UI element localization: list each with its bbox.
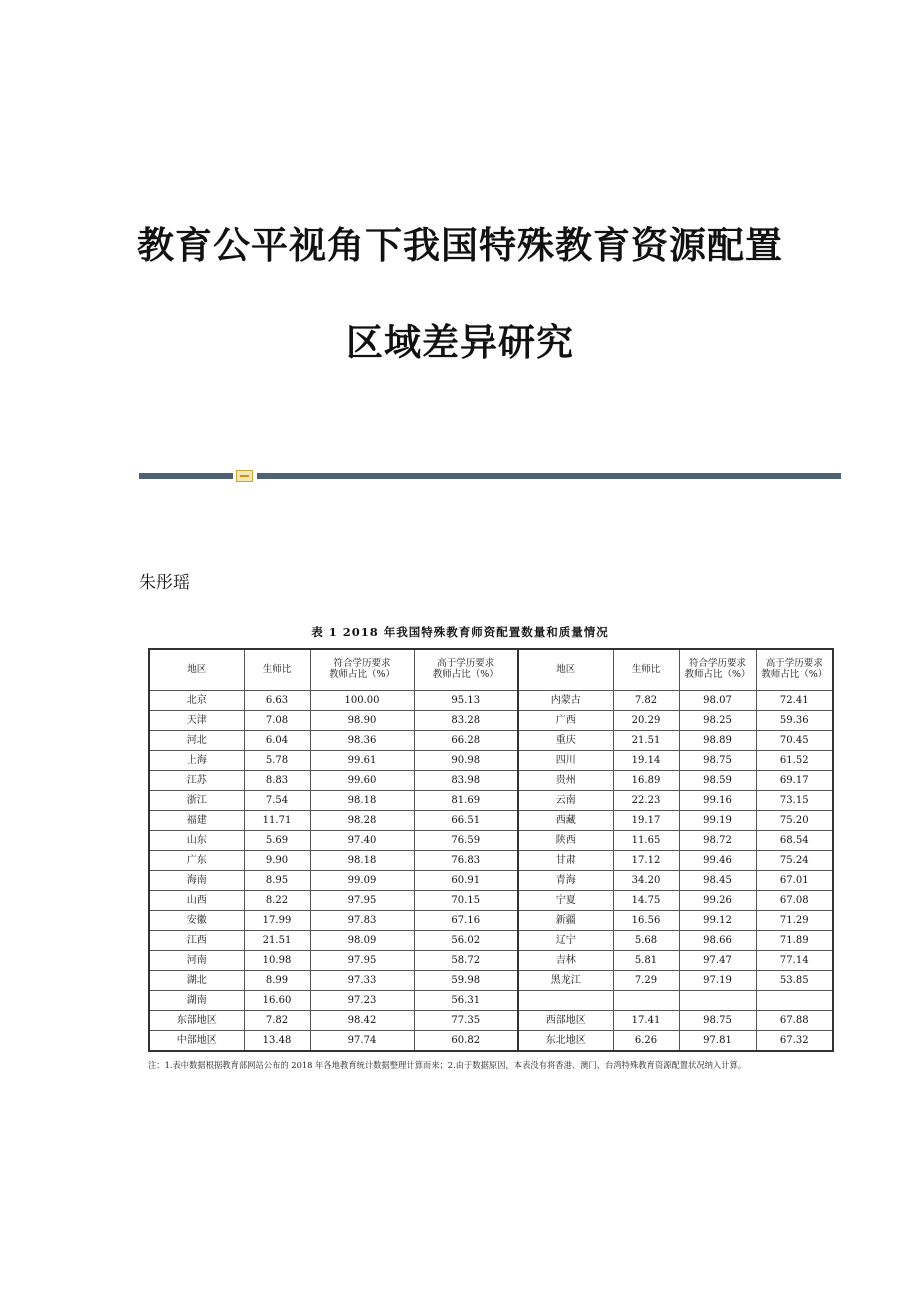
- table-cell: 7.29: [613, 971, 679, 991]
- table-cell: 99.46: [679, 851, 756, 871]
- table-cell: 中部地区: [149, 1031, 244, 1052]
- table-cell: 21.51: [244, 931, 310, 951]
- table-cell: 江苏: [149, 771, 244, 791]
- table-cell: 67.16: [414, 911, 518, 931]
- header-qualified: 符合学历要求 教师占比（%）: [310, 649, 414, 691]
- table-cell: 19.17: [613, 811, 679, 831]
- table-cell: 98.75: [679, 751, 756, 771]
- table-cell: 海南: [149, 871, 244, 891]
- header-ratio-2: 生师比: [613, 649, 679, 691]
- table-cell: 16.56: [613, 911, 679, 931]
- table-cell: 72.41: [756, 691, 833, 711]
- table-cell: 广西: [518, 711, 613, 731]
- header-higher: 高于学历要求 教师占比（%）: [414, 649, 518, 691]
- table-cell: 34.20: [613, 871, 679, 891]
- table-cell: 8.22: [244, 891, 310, 911]
- table-cell: 77.14: [756, 951, 833, 971]
- table-cell: 98.90: [310, 711, 414, 731]
- table-cell: 7.82: [244, 1011, 310, 1031]
- table-cell: 5.69: [244, 831, 310, 851]
- table-row: [149, 731, 833, 751]
- table-cell: 67.88: [756, 1011, 833, 1031]
- table-cell: 95.13: [414, 691, 518, 711]
- table-cell: 湖南: [149, 991, 244, 1011]
- table-cell: 西部地区: [518, 1011, 613, 1031]
- table-cell: 7.08: [244, 711, 310, 731]
- table-cell: 8.83: [244, 771, 310, 791]
- table-cell: 8.99: [244, 971, 310, 991]
- table-cell: 69.17: [756, 771, 833, 791]
- table-cell: 9.90: [244, 851, 310, 871]
- divider-bar-left: [139, 473, 233, 479]
- table-cell: 16.60: [244, 991, 310, 1011]
- table-cell: 辽宁: [518, 931, 613, 951]
- table-cell: 76.59: [414, 831, 518, 851]
- header-region-2: 地区: [518, 649, 613, 691]
- table-cell: 99.12: [679, 911, 756, 931]
- table-row: [149, 711, 833, 731]
- table-cell: 5.81: [613, 951, 679, 971]
- table-cell: [679, 991, 756, 1011]
- table-row: [149, 1031, 833, 1052]
- table-cell: 6.26: [613, 1031, 679, 1052]
- table-cell: 97.33: [310, 971, 414, 991]
- table-cell: 四川: [518, 751, 613, 771]
- table-header-row: [149, 649, 833, 691]
- table-cell: 59.36: [756, 711, 833, 731]
- table-cell: 11.65: [613, 831, 679, 851]
- table-cell: 新疆: [518, 911, 613, 931]
- table-cell: 上海: [149, 751, 244, 771]
- table-cell: 21.51: [613, 731, 679, 751]
- table-row: [149, 791, 833, 811]
- table-cell: 83.28: [414, 711, 518, 731]
- table-cell: 吉林: [518, 951, 613, 971]
- table-cell: 98.89: [679, 731, 756, 751]
- table-cell: 东部地区: [149, 1011, 244, 1031]
- table-cell: 90.98: [414, 751, 518, 771]
- table-cell: 98.59: [679, 771, 756, 791]
- table-row: [149, 911, 833, 931]
- table-cell: 东北地区: [518, 1031, 613, 1052]
- table-cell: 北京: [149, 691, 244, 711]
- table-cell: 17.99: [244, 911, 310, 931]
- table-cell: 19.14: [613, 751, 679, 771]
- table-cell: 6.04: [244, 731, 310, 751]
- table-cell: 98.18: [310, 851, 414, 871]
- table-cell: 云南: [518, 791, 613, 811]
- table-cell: 97.40: [310, 831, 414, 851]
- table-cell: 61.52: [756, 751, 833, 771]
- table-cell: 98.25: [679, 711, 756, 731]
- table-cell: 青海: [518, 871, 613, 891]
- table-row: [149, 751, 833, 771]
- table-cell: 99.16: [679, 791, 756, 811]
- table-cell: [518, 991, 613, 1011]
- table-cell: 66.51: [414, 811, 518, 831]
- header-region: 地区: [149, 649, 244, 691]
- table-cell: 贵州: [518, 771, 613, 791]
- table-cell: 16.89: [613, 771, 679, 791]
- table-cell: 98.72: [679, 831, 756, 851]
- document-title-line-1: 教育公平视角下我国特殊教育资源配置: [137, 223, 783, 267]
- table-cell: 7.54: [244, 791, 310, 811]
- table-cell: 广东: [149, 851, 244, 871]
- table-cell: 97.74: [310, 1031, 414, 1052]
- table-cell: 97.95: [310, 891, 414, 911]
- divider-bar-right: [257, 473, 841, 479]
- table-cell: 97.47: [679, 951, 756, 971]
- table-cell: 98.18: [310, 791, 414, 811]
- table-cell: 83.98: [414, 771, 518, 791]
- table-cell: 75.20: [756, 811, 833, 831]
- table-cell: 68.54: [756, 831, 833, 851]
- table-cell: 99.60: [310, 771, 414, 791]
- table-cell: 70.15: [414, 891, 518, 911]
- table-cell: 98.75: [679, 1011, 756, 1031]
- author-name: 朱彤瑶: [139, 573, 190, 593]
- document-title-line-2: 区域差异研究: [346, 320, 574, 364]
- table-cell: 5.68: [613, 931, 679, 951]
- table-row: [149, 931, 833, 951]
- table-row: [149, 971, 833, 991]
- table-cell: 重庆: [518, 731, 613, 751]
- table-cell: 20.29: [613, 711, 679, 731]
- table-note: 注：1.表中数据根据教育部网站公布的 2018 年各地教育统计数据整理计算而来；2.由于数据原因，本表没有将香港、澳门、台湾特殊教育资源配置状况纳入计算。: [148, 1060, 747, 1070]
- table-row: [149, 991, 833, 1011]
- table-cell: 97.81: [679, 1031, 756, 1052]
- table-cell: 14.75: [613, 891, 679, 911]
- table-cell: 甘肃: [518, 851, 613, 871]
- table-cell: 福建: [149, 811, 244, 831]
- table-cell: 70.45: [756, 731, 833, 751]
- table-cell: 67.08: [756, 891, 833, 911]
- table-cell: 浙江: [149, 791, 244, 811]
- table-row: [149, 891, 833, 911]
- table-cell: 98.45: [679, 871, 756, 891]
- table-cell: 22.23: [613, 791, 679, 811]
- table-cell: 98.07: [679, 691, 756, 711]
- table-cell: 97.95: [310, 951, 414, 971]
- table-cell: 98.66: [679, 931, 756, 951]
- table-cell: 58.72: [414, 951, 518, 971]
- table-cell: 53.85: [756, 971, 833, 991]
- table-cell: 81.69: [414, 791, 518, 811]
- table-cell: 97.83: [310, 911, 414, 931]
- table-cell: [613, 991, 679, 1011]
- table-cell: 江西: [149, 931, 244, 951]
- table-cell: 73.15: [756, 791, 833, 811]
- table-caption: 表 1 2018 年我国特殊教育师资配置数量和质量情况: [311, 625, 609, 639]
- table-cell: 13.48: [244, 1031, 310, 1052]
- table-cell: 99.19: [679, 811, 756, 831]
- table-cell: 75.24: [756, 851, 833, 871]
- table-row: [149, 831, 833, 851]
- table-cell: 71.29: [756, 911, 833, 931]
- table-row: [149, 691, 833, 711]
- table-cell: 陕西: [518, 831, 613, 851]
- table-cell: 67.32: [756, 1031, 833, 1052]
- table-cell: 安徽: [149, 911, 244, 931]
- table-cell: 山东: [149, 831, 244, 851]
- table-cell: 76.83: [414, 851, 518, 871]
- table-cell: 77.35: [414, 1011, 518, 1031]
- table-cell: 17.41: [613, 1011, 679, 1031]
- table-cell: 71.89: [756, 931, 833, 951]
- table-cell: 宁夏: [518, 891, 613, 911]
- header-qualified-2: 符合学历要求 教师占比（%）: [679, 649, 756, 691]
- teacher-allocation-table: [148, 648, 834, 1052]
- table-cell: 97.23: [310, 991, 414, 1011]
- table-cell: 56.02: [414, 931, 518, 951]
- table-cell: 6.63: [244, 691, 310, 711]
- table-cell: 99.61: [310, 751, 414, 771]
- table-cell: 11.71: [244, 811, 310, 831]
- table-cell: 河北: [149, 731, 244, 751]
- table-cell: 7.82: [613, 691, 679, 711]
- title-divider: [139, 470, 841, 482]
- table-cell: 西藏: [518, 811, 613, 831]
- table-cell: 60.82: [414, 1031, 518, 1052]
- table-row: [149, 851, 833, 871]
- table-cell: 湖北: [149, 971, 244, 991]
- envelope-icon: [236, 470, 253, 482]
- table-cell: 97.19: [679, 971, 756, 991]
- table-cell: 99.26: [679, 891, 756, 911]
- table-cell: 98.28: [310, 811, 414, 831]
- table-cell: 59.98: [414, 971, 518, 991]
- table-cell: 黑龙江: [518, 971, 613, 991]
- table-cell: 100.00: [310, 691, 414, 711]
- table-body: [149, 691, 833, 1052]
- table-cell: 17.12: [613, 851, 679, 871]
- header-higher-2: 高于学历要求 教师占比（%）: [756, 649, 833, 691]
- table-cell: 河南: [149, 951, 244, 971]
- table-cell: 98.42: [310, 1011, 414, 1031]
- header-ratio: 生师比: [244, 649, 310, 691]
- table-row: [149, 811, 833, 831]
- table-cell: 98.36: [310, 731, 414, 751]
- table-cell: 56.31: [414, 991, 518, 1011]
- table-cell: 10.98: [244, 951, 310, 971]
- table-cell: 8.95: [244, 871, 310, 891]
- table-cell: 60.91: [414, 871, 518, 891]
- table-cell: 99.09: [310, 871, 414, 891]
- table-row: [149, 871, 833, 891]
- table-row: [149, 951, 833, 971]
- table-cell: 66.28: [414, 731, 518, 751]
- table-cell: 67.01: [756, 871, 833, 891]
- table-cell: 天津: [149, 711, 244, 731]
- table-cell: [756, 991, 833, 1011]
- table-cell: 山西: [149, 891, 244, 911]
- table-cell: 98.09: [310, 931, 414, 951]
- table-cell: 内蒙古: [518, 691, 613, 711]
- table-row: [149, 771, 833, 791]
- table-cell: 5.78: [244, 751, 310, 771]
- table-row: [149, 1011, 833, 1031]
